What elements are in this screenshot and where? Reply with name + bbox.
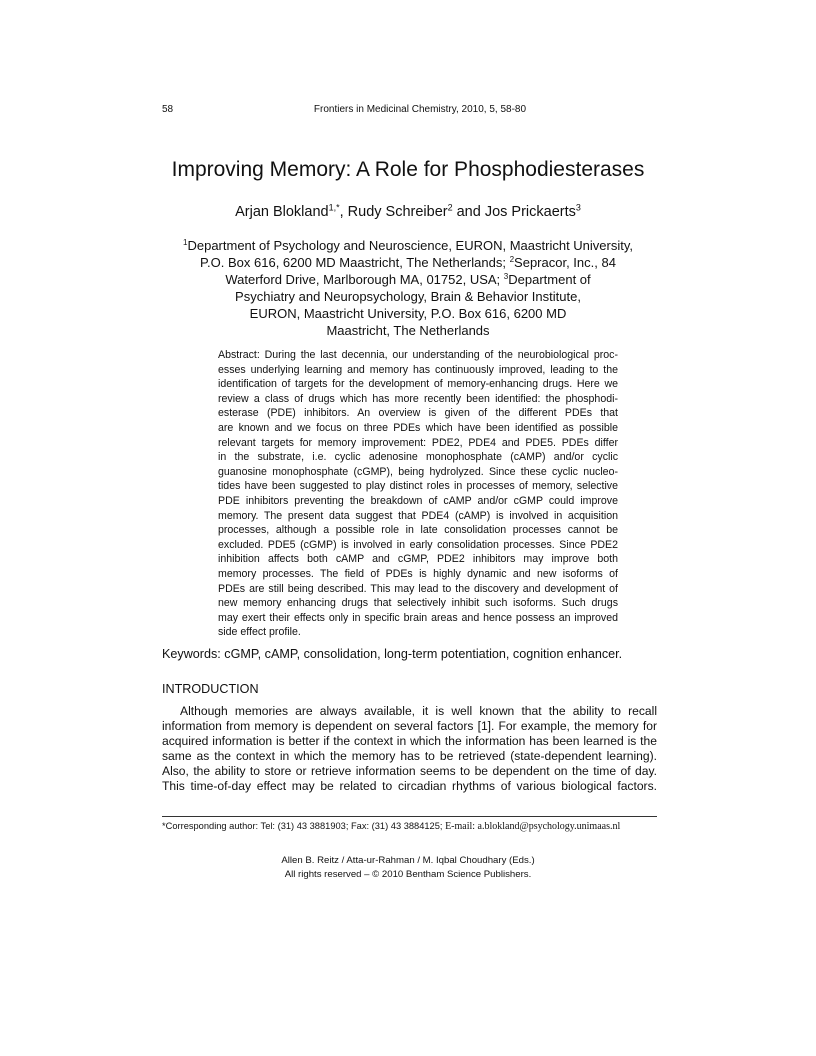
footer-editors: Allen B. Reitz / Atta-ur-Rahman / M. Iqbal Choudhary (Eds.) [281, 855, 535, 866]
abstract-line: memory processes. The field of PDEs is highly dynamic and new isoforms of [218, 567, 618, 580]
author-list [0, 204, 816, 220]
abstract-line: inhibition affects both cAMP and cGMP, PDE2 inhibitors may improve both [218, 553, 618, 566]
abstract-line: relevant targets for memory improvement: PDE2, PDE4 and PDE5. PDEs differ [218, 436, 618, 449]
aff-text: Department of [508, 272, 591, 287]
paragraph-line: same as the context in which the memory has to be retrieved (state-dependent learning). [162, 749, 657, 763]
footnote-divider [162, 816, 657, 817]
paragraph-line: Although memories are always available, it is well known that the ability to recall [180, 704, 657, 718]
affiliation-line: Psychiatry and Neuropsychology, Brain & Behavior Institute, [235, 289, 581, 304]
author-name: Jos Prickaerts [484, 204, 576, 220]
keywords: Keywords: cGMP, cAMP, consolidation, long-term potentiation, cognition enhancer. [162, 647, 623, 661]
aff-text: P.O. Box 616, 6200 MD Maastricht, The Netherlands; [200, 255, 510, 270]
affiliation-line [0, 237, 816, 254]
affiliations [0, 237, 816, 339]
aff-text: Sepracor, Inc., 84 [514, 255, 616, 270]
abstract-line: PDEs are still being described. This may lead to the discovery and development of [218, 582, 618, 595]
abstract-line: memory. The present data suggest that PDE4 (cAMP) is involved in acquisition [218, 509, 618, 522]
author-sep: , [339, 204, 348, 220]
affiliation-line [0, 254, 816, 271]
footnote [162, 821, 620, 832]
section-heading-introduction: INTRODUCTION [162, 682, 259, 696]
abstract-line: guanosine monophosphate (cGMP), being hydrolyzed. Since these cyclic nucleo- [218, 465, 618, 478]
affiliation-line [0, 271, 816, 288]
abstract-line: may exert their effects only in specific brain areas and hence possess an improved [218, 611, 618, 624]
footer-rights: All rights reserved – © 2010 Bentham Science Publishers. [284, 869, 532, 880]
author-name: Rudy Schreiber [347, 204, 448, 220]
aff-sup: 2 [509, 255, 515, 265]
author-sup: 3 [575, 202, 581, 213]
author-sep: and [452, 204, 485, 220]
aff-text: Department of Psychology and Neuroscience, EURON, Maastricht University, [187, 238, 634, 253]
abstract-line: esses underlying learning and memory has continuously improved, leading to the [218, 363, 618, 376]
abstract-line: side effect profile. [218, 626, 301, 639]
author-name: Arjan Blokland [235, 204, 329, 220]
author-sup: 2 [447, 202, 453, 213]
page-number: 58 [162, 104, 174, 115]
author-sup: 1,* [328, 202, 340, 213]
affiliation-line: EURON, Maastricht University, P.O. Box 616, 6200 MD [249, 306, 567, 321]
abstract-line: in the substrate, i.e. cyclic adenosine monophosphate (cAMP) and/or cyclic [218, 451, 618, 464]
abstract-line: processes, although a possible role in late consolidation processes cannot be [218, 524, 618, 537]
footnote-email: E-mail: a.blokland@psychology.unimaas.nl [445, 821, 621, 832]
aff-text: Waterford Drive, Marlborough MA, 01752, USA; [225, 272, 504, 287]
affiliation-line: Maastricht, The Netherlands [326, 323, 490, 338]
abstract-line: excluded. PDE5 (cGMP) is involved in early consolidation processes. Since PDE2 [218, 538, 618, 551]
paragraph-line: acquired information is better if the context in which the information has been learned is the [162, 734, 657, 748]
abstract-line: review a class of drugs which has more recently been identified: the phosphodi- [218, 392, 618, 405]
paper-title: Improving Memory: A Role for Phosphodiesterases [171, 158, 645, 181]
abstract-line: new memory enhancing drugs that selectively inhibit such isoforms. Such drugs [218, 597, 618, 610]
aff-sup: 3 [503, 272, 509, 282]
abstract-line: are known and we focus on three PDEs which have been identified as possible [218, 421, 618, 434]
abstract-line: Abstract: During the last decennia, our understanding of the neurobiological proc- [218, 349, 618, 361]
paragraph-line: Also, the ability to store or retrieve information seems to be dependent on the time of day. [162, 764, 657, 778]
aff-sup: 1 [182, 238, 188, 248]
abstract-line: identification of targets for the development of memory-enhancing drugs. Here we [218, 378, 618, 391]
footnote-text: *Corresponding author: Tel: (31) 43 3881903; Fax: (31) 43 3884125; [162, 821, 446, 831]
introduction-body [162, 704, 657, 794]
paragraph-line: This time-of-day effect may be related to circadian rhythms of various biological factors. [162, 779, 657, 793]
journal-header: Frontiers in Medicinal Chemistry, 2010, 5, 58-80 [313, 104, 527, 115]
abstract [218, 348, 618, 640]
abstract-line: tides have been suggested to play distinct roles in processes of memory, selective [218, 480, 618, 493]
abstract-line: PDE inhibitors preventing the breakdown of cAMP and/or cGMP could improve [218, 494, 618, 507]
abstract-line: esterase (PDE) inhibitors. An overview is given of the different PDEs that [218, 407, 618, 420]
book-footer [0, 854, 816, 882]
paragraph-line: information from memory is dependent on several factors [1]. For example, the memory for [162, 719, 657, 733]
